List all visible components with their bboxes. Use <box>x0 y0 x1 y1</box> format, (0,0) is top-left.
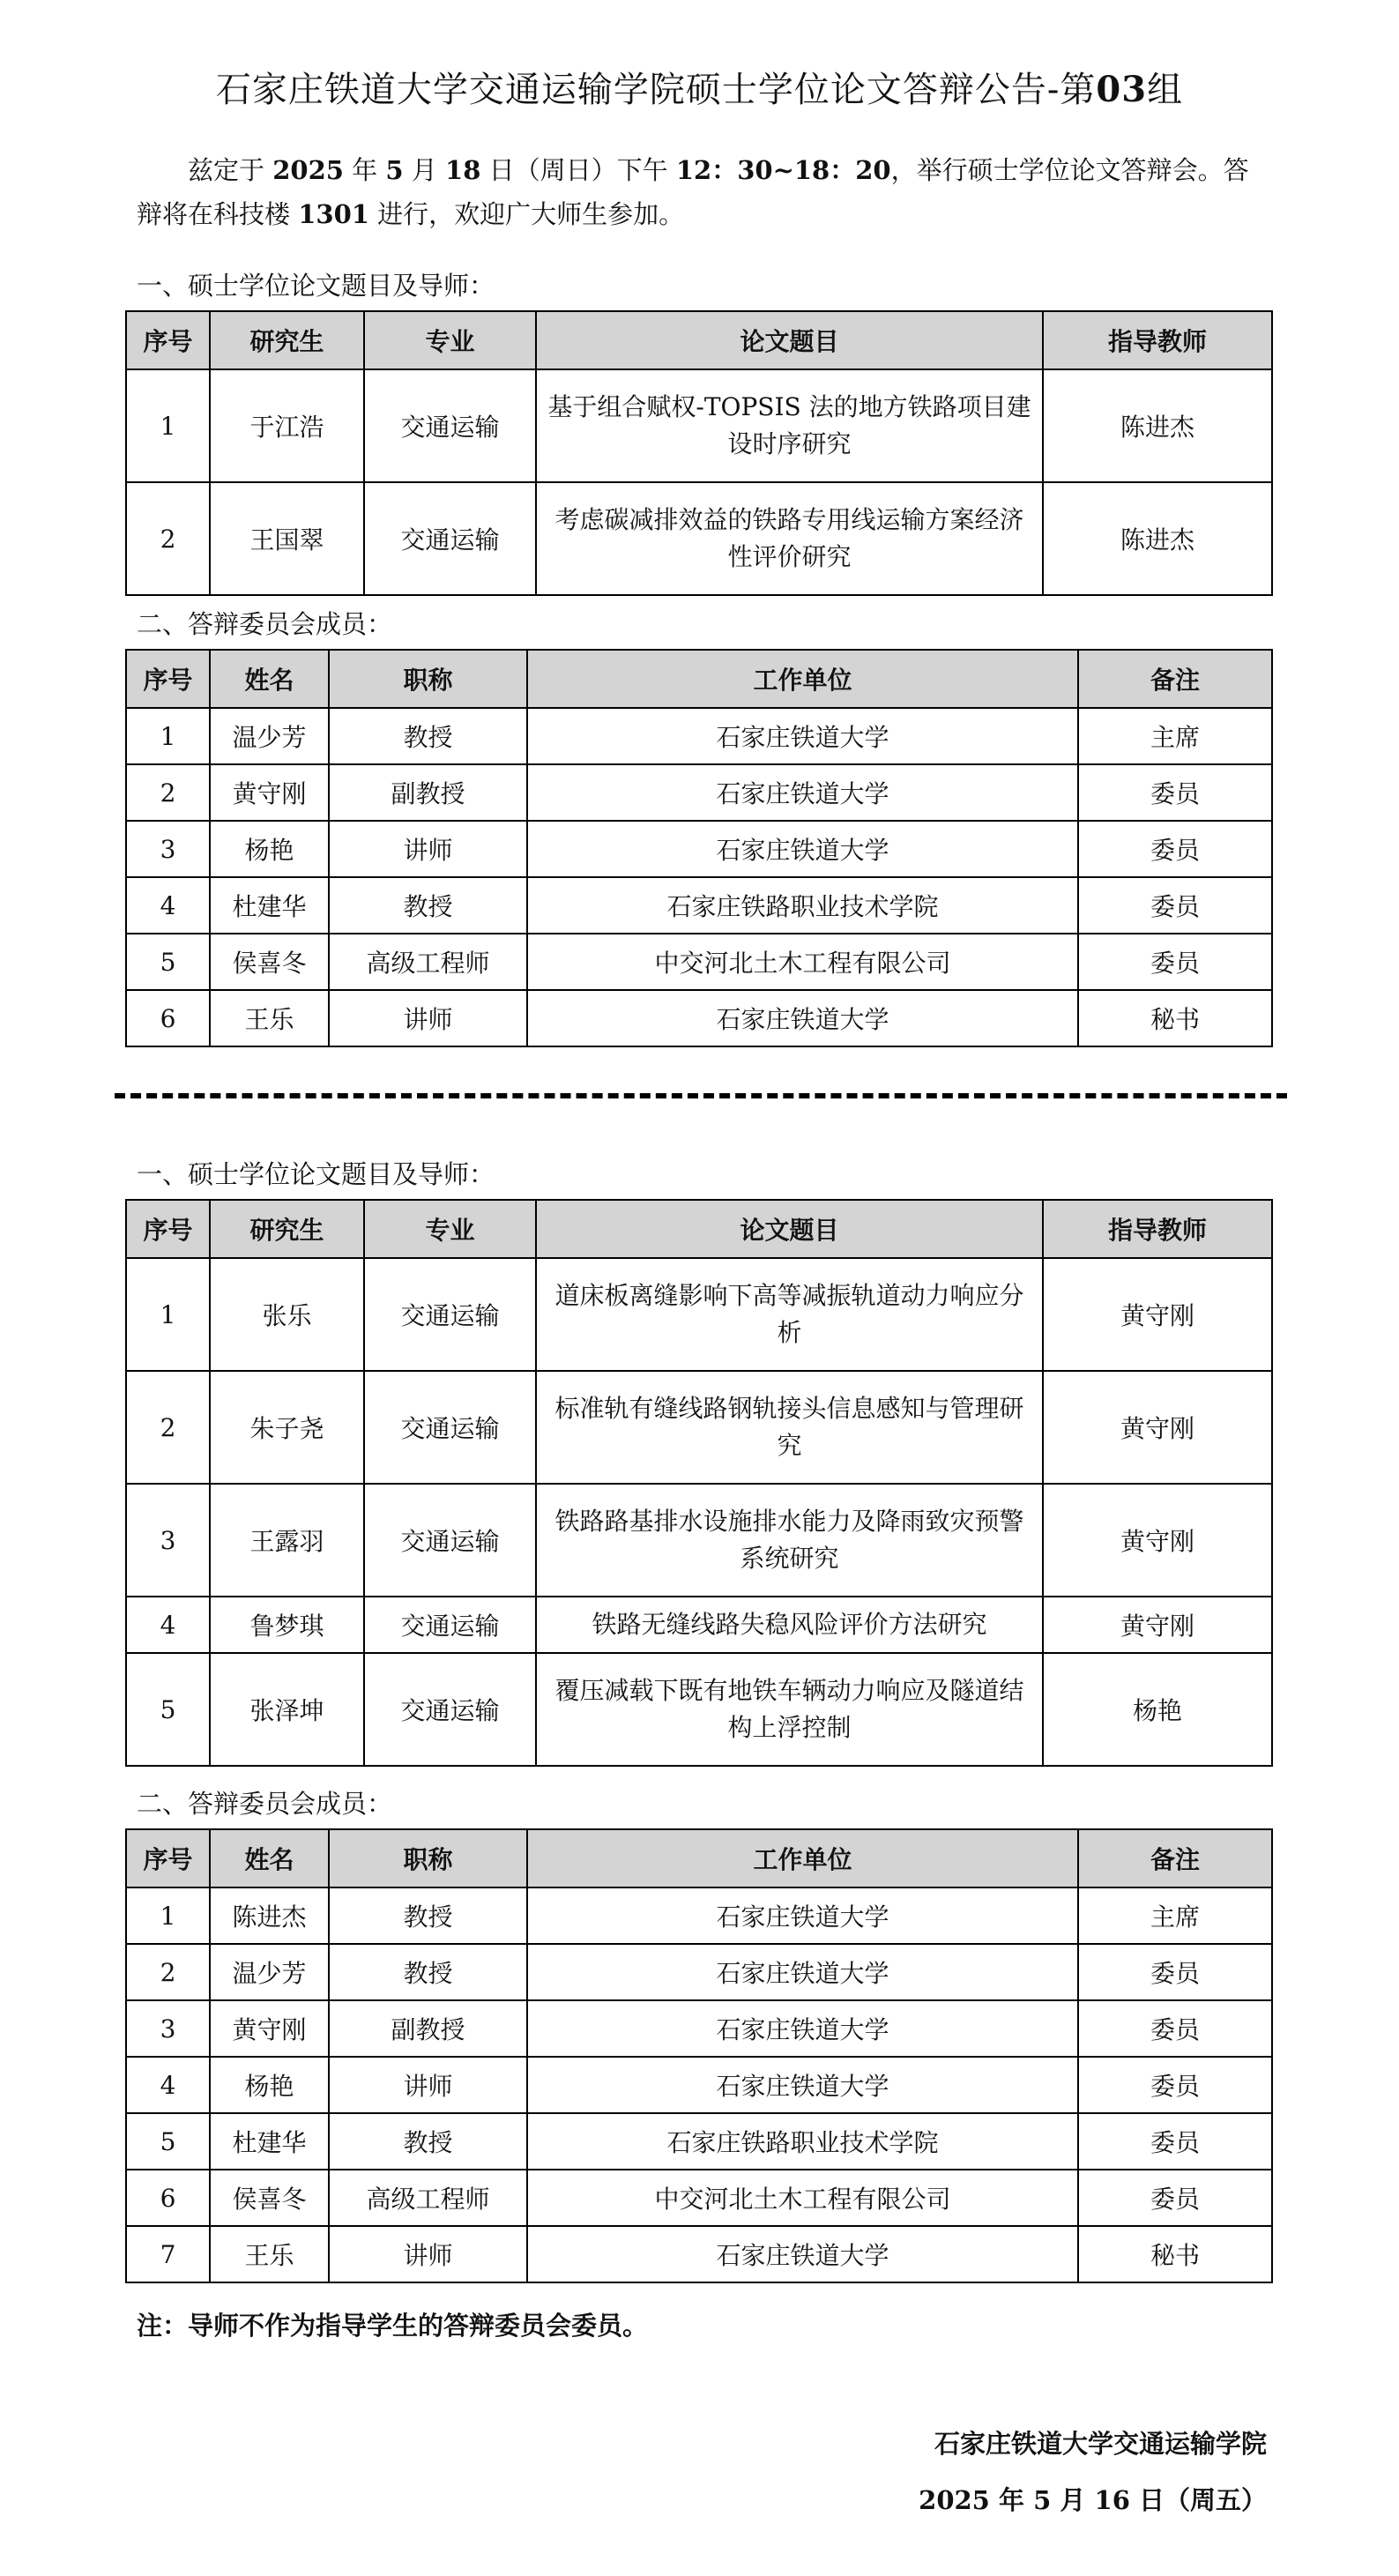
column-header: 备注 <box>1078 650 1272 708</box>
table-cell: 主席 <box>1078 1887 1272 1944</box>
column-header: 序号 <box>126 311 210 369</box>
table-cell: 铁路路基排水设施排水能力及降雨致灾预警系统研究 <box>536 1484 1043 1597</box>
table-cell: 中交河北土木工程有限公司 <box>527 934 1078 990</box>
table-cell: 3 <box>126 821 210 877</box>
table-cell: 交通运输 <box>364 1597 536 1653</box>
table-cell: 教授 <box>329 877 527 934</box>
table-cell: 石家庄铁道大学 <box>527 764 1078 821</box>
table-cell: 陈进杰 <box>1043 369 1272 482</box>
table-cell: 教授 <box>329 708 527 764</box>
table-cell: 副教授 <box>329 2000 527 2057</box>
table-cell: 杨艳 <box>210 2057 329 2113</box>
table-cell: 2 <box>126 764 210 821</box>
table-cell: 交通运输 <box>364 1484 536 1597</box>
table-cell: 石家庄铁道大学 <box>527 990 1078 1046</box>
table-cell: 教授 <box>329 1944 527 2000</box>
table-cell: 铁路无缝线路失稳风险评价方法研究 <box>536 1597 1043 1653</box>
table-cell: 黄守刚 <box>210 2000 329 2057</box>
table-cell: 张乐 <box>210 1258 364 1371</box>
column-header: 职称 <box>329 650 527 708</box>
table-cell: 秘书 <box>1078 2226 1272 2282</box>
table-cell: 石家庄铁道大学 <box>527 708 1078 764</box>
table-cell: 杨艳 <box>210 821 329 877</box>
table-cell: 委员 <box>1078 2113 1272 2170</box>
table-cell: 鲁梦琪 <box>210 1597 364 1653</box>
table-cell: 1 <box>126 369 210 482</box>
table-row <box>126 1653 1272 1766</box>
table-row <box>126 1887 1272 1944</box>
table-cell: 委员 <box>1078 2170 1272 2226</box>
table-cell: 温少芳 <box>210 708 329 764</box>
section-committee-a: 二、答辩委员会成员： <box>137 609 393 639</box>
section-theses-b: 一、硕士学位论文题目及导师： <box>137 1159 495 1189</box>
table-cell: 黄守刚 <box>1043 1371 1272 1484</box>
column-header: 研究生 <box>210 1200 364 1258</box>
table-cell: 杜建华 <box>210 2113 329 2170</box>
table-cell: 于江浩 <box>210 369 364 482</box>
table-cell: 黄守刚 <box>210 764 329 821</box>
table-cell: 王露羽 <box>210 1484 364 1597</box>
column-header: 专业 <box>364 311 536 369</box>
table-row <box>126 934 1272 990</box>
column-header: 备注 <box>1078 1829 1272 1887</box>
section-theses-a: 一、硕士学位论文题目及导师： <box>137 271 495 301</box>
table-cell: 委员 <box>1078 2000 1272 2057</box>
table-row <box>126 369 1272 482</box>
page-title: 石家庄铁道大学交通运输学院硕士学位论文答辩公告-第03组 <box>215 69 1184 110</box>
signature-institution: 石家庄铁道大学交通运输学院 <box>934 2429 1267 2459</box>
table-cell: 主席 <box>1078 708 1272 764</box>
table-cell: 4 <box>126 2057 210 2113</box>
table-cell: 侯喜冬 <box>210 934 329 990</box>
table-cell: 陈进杰 <box>1043 482 1272 595</box>
table-row <box>126 2226 1272 2282</box>
table-cell: 王乐 <box>210 990 329 1046</box>
table-cell: 石家庄铁道大学 <box>527 821 1078 877</box>
column-header: 工作单位 <box>527 650 1078 708</box>
table-cell: 考虑碳减排效益的铁路专用线运输方案经济性评价研究 <box>536 482 1043 595</box>
table-cell: 3 <box>126 2000 210 2057</box>
table-cell: 基于组合赋权-TOPSIS 法的地方铁路项目建设时序研究 <box>536 369 1043 482</box>
section-committee-b: 二、答辩委员会成员： <box>137 1789 393 1819</box>
table-cell: 高级工程师 <box>329 2170 527 2226</box>
table-cell: 石家庄铁道大学 <box>527 1887 1078 1944</box>
group-divider <box>115 1093 1287 1098</box>
table-cell: 1 <box>126 1887 210 1944</box>
table-row <box>126 1484 1272 1597</box>
column-header: 指导教师 <box>1043 311 1272 369</box>
table-cell: 黄守刚 <box>1043 1597 1272 1653</box>
column-header: 序号 <box>126 650 210 708</box>
column-header: 序号 <box>126 1200 210 1258</box>
table-cell: 侯喜冬 <box>210 2170 329 2226</box>
table-cell: 王乐 <box>210 2226 329 2282</box>
table-cell: 交通运输 <box>364 369 536 482</box>
table-row <box>126 1371 1272 1484</box>
table-cell: 石家庄铁路职业技术学院 <box>527 877 1078 934</box>
table-cell: 王国翠 <box>210 482 364 595</box>
table-cell: 3 <box>126 1484 210 1597</box>
header-row <box>126 1829 1272 1887</box>
table-row <box>126 708 1272 764</box>
column-header: 专业 <box>364 1200 536 1258</box>
table-cell: 石家庄铁道大学 <box>527 2000 1078 2057</box>
table-cell: 覆压减载下既有地铁车辆动力响应及隧道结构上浮控制 <box>536 1653 1043 1766</box>
table-cell: 委员 <box>1078 934 1272 990</box>
table-cell: 标准轨有缝线路钢轨接头信息感知与管理研究 <box>536 1371 1043 1484</box>
column-header: 论文题目 <box>536 1200 1043 1258</box>
table-cell: 5 <box>126 1653 210 1766</box>
table-cell: 朱子尧 <box>210 1371 364 1484</box>
table-cell: 陈进杰 <box>210 1887 329 1944</box>
table-cell: 1 <box>126 708 210 764</box>
table-cell: 讲师 <box>329 2226 527 2282</box>
table-cell: 中交河北土木工程有限公司 <box>527 2170 1078 2226</box>
column-header: 工作单位 <box>527 1829 1078 1887</box>
table-row <box>126 2057 1272 2113</box>
table-cell: 5 <box>126 934 210 990</box>
table-cell: 6 <box>126 990 210 1046</box>
table-cell: 讲师 <box>329 2057 527 2113</box>
table-row <box>126 990 1272 1046</box>
table-cell: 温少芳 <box>210 1944 329 2000</box>
intro-paragraph: 兹定于 2025 年 5 月 18 日（周日）下午 12：30~18：20，举行硕士学位论文答辩会。答辩将在科技楼 1301 进行，欢迎广大师生参加。 <box>137 155 1249 229</box>
table-row <box>126 1258 1272 1371</box>
committee-table-a <box>125 649 1273 1047</box>
table-cell: 交通运输 <box>364 1653 536 1766</box>
table-row <box>126 1597 1272 1653</box>
thesis-table-b <box>125 1199 1273 1767</box>
table-row <box>126 2000 1272 2057</box>
table-cell: 高级工程师 <box>329 934 527 990</box>
table-cell: 杨艳 <box>1043 1653 1272 1766</box>
header-row <box>126 650 1272 708</box>
table-cell: 5 <box>126 2113 210 2170</box>
table-cell: 石家庄铁道大学 <box>527 2226 1078 2282</box>
table-cell: 6 <box>126 2170 210 2226</box>
table-cell: 委员 <box>1078 877 1272 934</box>
column-header: 研究生 <box>210 311 364 369</box>
column-header: 姓名 <box>210 1829 329 1887</box>
table-row <box>126 821 1272 877</box>
table-row <box>126 1944 1272 2000</box>
table-cell: 4 <box>126 877 210 934</box>
table-row <box>126 2113 1272 2170</box>
table-cell: 道床板离缝影响下高等减振轨道动力响应分析 <box>536 1258 1043 1371</box>
table-row <box>126 764 1272 821</box>
table-cell: 教授 <box>329 1887 527 1944</box>
table-cell: 石家庄铁道大学 <box>527 1944 1078 2000</box>
table-cell: 交通运输 <box>364 1258 536 1371</box>
column-header: 指导教师 <box>1043 1200 1272 1258</box>
table-cell: 7 <box>126 2226 210 2282</box>
footnote: 注：导师不作为指导学生的答辩委员会委员。 <box>137 2311 649 2341</box>
column-header: 论文题目 <box>536 311 1043 369</box>
table-cell: 黄守刚 <box>1043 1258 1272 1371</box>
table-cell: 委员 <box>1078 2057 1272 2113</box>
column-header: 序号 <box>126 1829 210 1887</box>
header-row <box>126 1200 1272 1258</box>
table-cell: 委员 <box>1078 1944 1272 2000</box>
table-cell: 交通运输 <box>364 482 536 595</box>
table-row <box>126 2170 1272 2226</box>
table-cell: 石家庄铁道大学 <box>527 2057 1078 2113</box>
table-cell: 副教授 <box>329 764 527 821</box>
table-cell: 1 <box>126 1258 210 1371</box>
column-header: 职称 <box>329 1829 527 1887</box>
table-cell: 石家庄铁路职业技术学院 <box>527 2113 1078 2170</box>
column-header: 姓名 <box>210 650 329 708</box>
table-cell: 讲师 <box>329 990 527 1046</box>
table-cell: 交通运输 <box>364 1371 536 1484</box>
table-cell: 秘书 <box>1078 990 1272 1046</box>
table-cell: 2 <box>126 482 210 595</box>
table-cell: 讲师 <box>329 821 527 877</box>
table-cell: 黄守刚 <box>1043 1484 1272 1597</box>
table-cell: 委员 <box>1078 821 1272 877</box>
signature-date: 2025 年 5 月 16 日（周五） <box>919 2485 1267 2515</box>
table-cell: 2 <box>126 1944 210 2000</box>
table-cell: 4 <box>126 1597 210 1653</box>
thesis-table-a <box>125 310 1273 596</box>
table-row <box>126 482 1272 595</box>
table-cell: 教授 <box>329 2113 527 2170</box>
table-cell: 杜建华 <box>210 877 329 934</box>
table-cell: 张泽坤 <box>210 1653 364 1766</box>
table-cell: 委员 <box>1078 764 1272 821</box>
header-row <box>126 311 1272 369</box>
table-cell: 2 <box>126 1371 210 1484</box>
committee-table-b <box>125 1828 1273 2283</box>
table-row <box>126 877 1272 934</box>
